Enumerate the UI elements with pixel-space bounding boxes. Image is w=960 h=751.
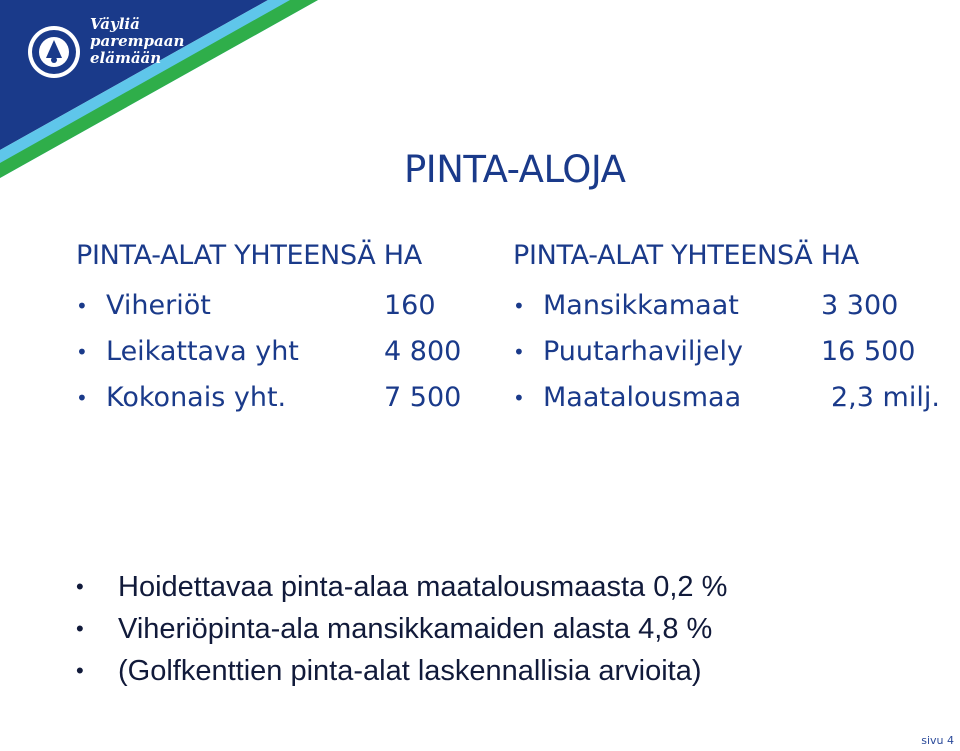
list-item bbox=[513, 329, 953, 375]
list-item bbox=[513, 283, 953, 329]
item-value: 16 500 bbox=[821, 336, 916, 367]
left-column-list bbox=[76, 283, 476, 421]
list-item bbox=[513, 375, 953, 421]
item-value: 4 800 bbox=[384, 336, 462, 367]
logo-badge bbox=[26, 24, 82, 80]
item-label: • Viheriöt bbox=[106, 290, 211, 321]
item-label: • Leikattava yht bbox=[106, 336, 299, 367]
list-item bbox=[76, 283, 476, 329]
note-item: • Hoidettavaa pinta-alaa maatalousmaasta 0,2 % bbox=[76, 566, 727, 608]
logo-tagline-line: elämään bbox=[90, 49, 162, 67]
logo-tagline bbox=[90, 16, 200, 67]
list-item bbox=[76, 375, 476, 421]
left-column bbox=[76, 240, 476, 421]
logo-tagline-line: Väyliä bbox=[90, 15, 140, 33]
item-value: 3 300 bbox=[821, 290, 899, 321]
item-value: 2,3 milj. bbox=[831, 382, 940, 413]
right-column-list bbox=[513, 283, 953, 421]
item-value: 7 500 bbox=[384, 382, 462, 413]
logo-tagline-line: parempaan bbox=[90, 32, 185, 50]
slide-title: PINTA-ALOJA bbox=[404, 148, 626, 191]
item-label: • Puutarhaviljely bbox=[543, 336, 744, 367]
item-value: 160 bbox=[384, 290, 436, 321]
page-number: sivu 4 bbox=[921, 734, 954, 747]
item-label: • Maatalousmaa bbox=[543, 382, 742, 413]
note-item: • (Golfkenttien pinta-alat laskennallisia arvioita) bbox=[76, 650, 727, 692]
left-column-heading: PINTA-ALAT YHTEENSÄ HA bbox=[76, 240, 422, 271]
notes-list bbox=[76, 566, 727, 692]
item-label: • Mansikkamaat bbox=[543, 290, 739, 321]
item-label: • Kokonais yht. bbox=[106, 382, 287, 413]
note-item: • Viheriöpinta-ala mansikkamaiden alasta 4,8 % bbox=[76, 608, 727, 650]
right-column bbox=[513, 240, 953, 421]
list-item bbox=[76, 329, 476, 375]
right-column-heading: PINTA-ALAT YHTEENSÄ HA bbox=[513, 240, 859, 271]
